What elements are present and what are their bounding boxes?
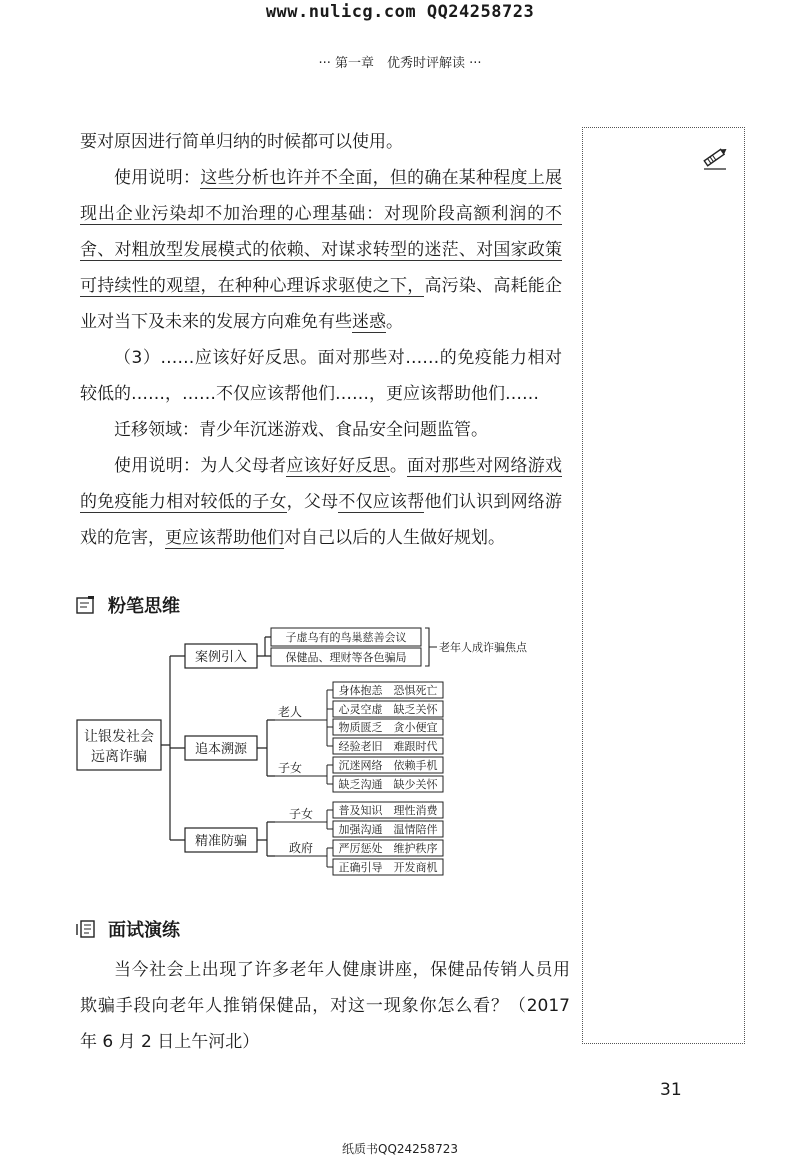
b2-g1-connector [321, 690, 333, 746]
paragraph-1-text: 要对原因进行简单归纳的时候都可以使用。 [80, 132, 403, 152]
branch-label-1: 案例引入 [194, 650, 248, 665]
p2-underline-5: 对谋求转型的迷茫、 [321, 240, 477, 260]
section-chalk-title: 粉笔思维 [108, 596, 180, 617]
b1-connector [257, 637, 271, 656]
b2-g1-item-2: 心灵空虚 缺乏关怀 [338, 703, 438, 716]
interview-question-text: 当今社会上出现了许多老年人健康讲座，保健品传销人员用欺骗手段向老年人推销保健品，对这一现象你怎么看？（2017 年 6 月 2 日上午河北） [80, 960, 570, 1052]
p2-underline-3: 对现阶段高额利润的不舍、 [80, 204, 563, 260]
mindmap [75, 620, 565, 880]
root-label-2: 远离诈骗 [91, 749, 147, 765]
b2-g1-item-1: 身体抱恙 恐惧死亡 [338, 684, 438, 697]
p2-underline-6: 对国家政策可持续性的观望， [80, 240, 563, 296]
b3-g1-item-2: 加强沟通 温情陪伴 [338, 823, 438, 836]
p5-text-2: 他们认识到网络游戏的危害， [80, 492, 563, 548]
root-label-1: 让银发社会 [84, 729, 154, 745]
b2-g2-item-2: 缺乏沟通 缺少关怀 [338, 778, 438, 791]
paragraph-4-text: 迁移领域：青少年沉迷游戏、食品安全问题监管。 [114, 420, 488, 440]
chalk-icon [76, 595, 96, 615]
b3-g2-connector [321, 848, 333, 867]
b3-group-1: 子女 [289, 807, 314, 821]
page-number: 31 [660, 1080, 682, 1100]
running-head: ··· 第一章 优秀时评解读 ··· [318, 56, 482, 71]
pencil-icon [700, 142, 730, 172]
b2-group-2: 子女 [278, 761, 303, 775]
watermark-bottom: 纸质书QQ24258723 [342, 1142, 458, 1156]
p2-underline-1: 这些分析也许并不全面， [200, 168, 390, 188]
b2-connector [257, 720, 275, 776]
p5-underline-3: 不仅应该帮 [338, 492, 425, 512]
paragraph-3 [80, 340, 562, 412]
p2-text: 高污染、高耗能企业对当下及未来的发展方向难免有些 [80, 276, 563, 332]
b1-note: 老年人成诈骗焦点 [439, 641, 527, 654]
p2-underline-8: 迷惑 [352, 312, 386, 332]
p2-underline-4: 对粗放型发展模式的依赖、 [114, 240, 322, 260]
b3-g2-item-2: 正确引导 开发商机 [338, 861, 438, 874]
b1-bracket [425, 628, 437, 666]
interview-question [80, 952, 570, 1060]
b3-g1-item-1: 普及知识 理性消费 [338, 804, 438, 817]
paragraph-2 [80, 160, 562, 340]
p5-underline-1: 应该好好反思 [286, 456, 390, 476]
paragraph-4 [80, 412, 562, 448]
p5-underline-4: 更应该帮助他们 [165, 528, 284, 548]
branch-label-3: 精准防骗 [194, 834, 248, 849]
interview-icon [76, 919, 96, 939]
b1-item-1: 子虚乌有的鸟巢慈善会议 [285, 631, 407, 644]
section-interview-heading [76, 916, 180, 942]
watermark-top: www.nulicg.com QQ24258723 [265, 2, 535, 22]
branch-label-2: 追本溯源 [194, 742, 248, 757]
paragraph-1 [80, 124, 562, 160]
b3-connector [257, 822, 275, 856]
p5-lead: 使用说明：为人父母者 [114, 456, 287, 476]
p2-underline-2: 但的确在某种程度上展现出企业污染却不加治理的心理基础： [80, 168, 563, 224]
p5-underline-2: 面对那些对网络游戏的免疫能力相对较低的子女 [80, 456, 563, 512]
p2-lead: 使用说明： [114, 168, 201, 188]
b2-g2-connector [321, 765, 333, 784]
p2-end: 。 [386, 312, 403, 332]
b1-item-2: 保健品、理财等各色骗局 [285, 651, 407, 664]
paragraph-3-text: （3）……应该好好反思。面对那些对……的免疫能力相对较低的……，……不仅应该帮他们……，更应该帮助他们…… [80, 348, 562, 404]
b3-g2-item-1: 严厉惩处 维护秩序 [338, 842, 438, 855]
b2-g1-item-4: 经验老旧 难跟时代 [338, 740, 438, 753]
b2-group-1: 老人 [278, 705, 303, 719]
b3-g1-connector [321, 810, 333, 829]
b2-g1-item-3: 物质匮乏 贪小便宜 [338, 721, 438, 734]
section-chalk-heading [76, 592, 180, 618]
root-connector [161, 656, 185, 840]
notes-margin-box [582, 127, 745, 1044]
b2-g2-item-1: 沉迷网络 依赖手机 [338, 759, 438, 772]
p5-text-1: ，父母 [286, 492, 339, 512]
p2-underline-7: 在种种心理诉求驱使之下， [217, 276, 425, 296]
p5-punct: 。 [389, 456, 408, 476]
b3-group-2: 政府 [289, 841, 314, 855]
section-interview-title: 面试演练 [108, 920, 180, 941]
paragraph-5 [80, 448, 562, 556]
p5-text-3: 对自己以后的人生做好规划。 [284, 528, 505, 548]
